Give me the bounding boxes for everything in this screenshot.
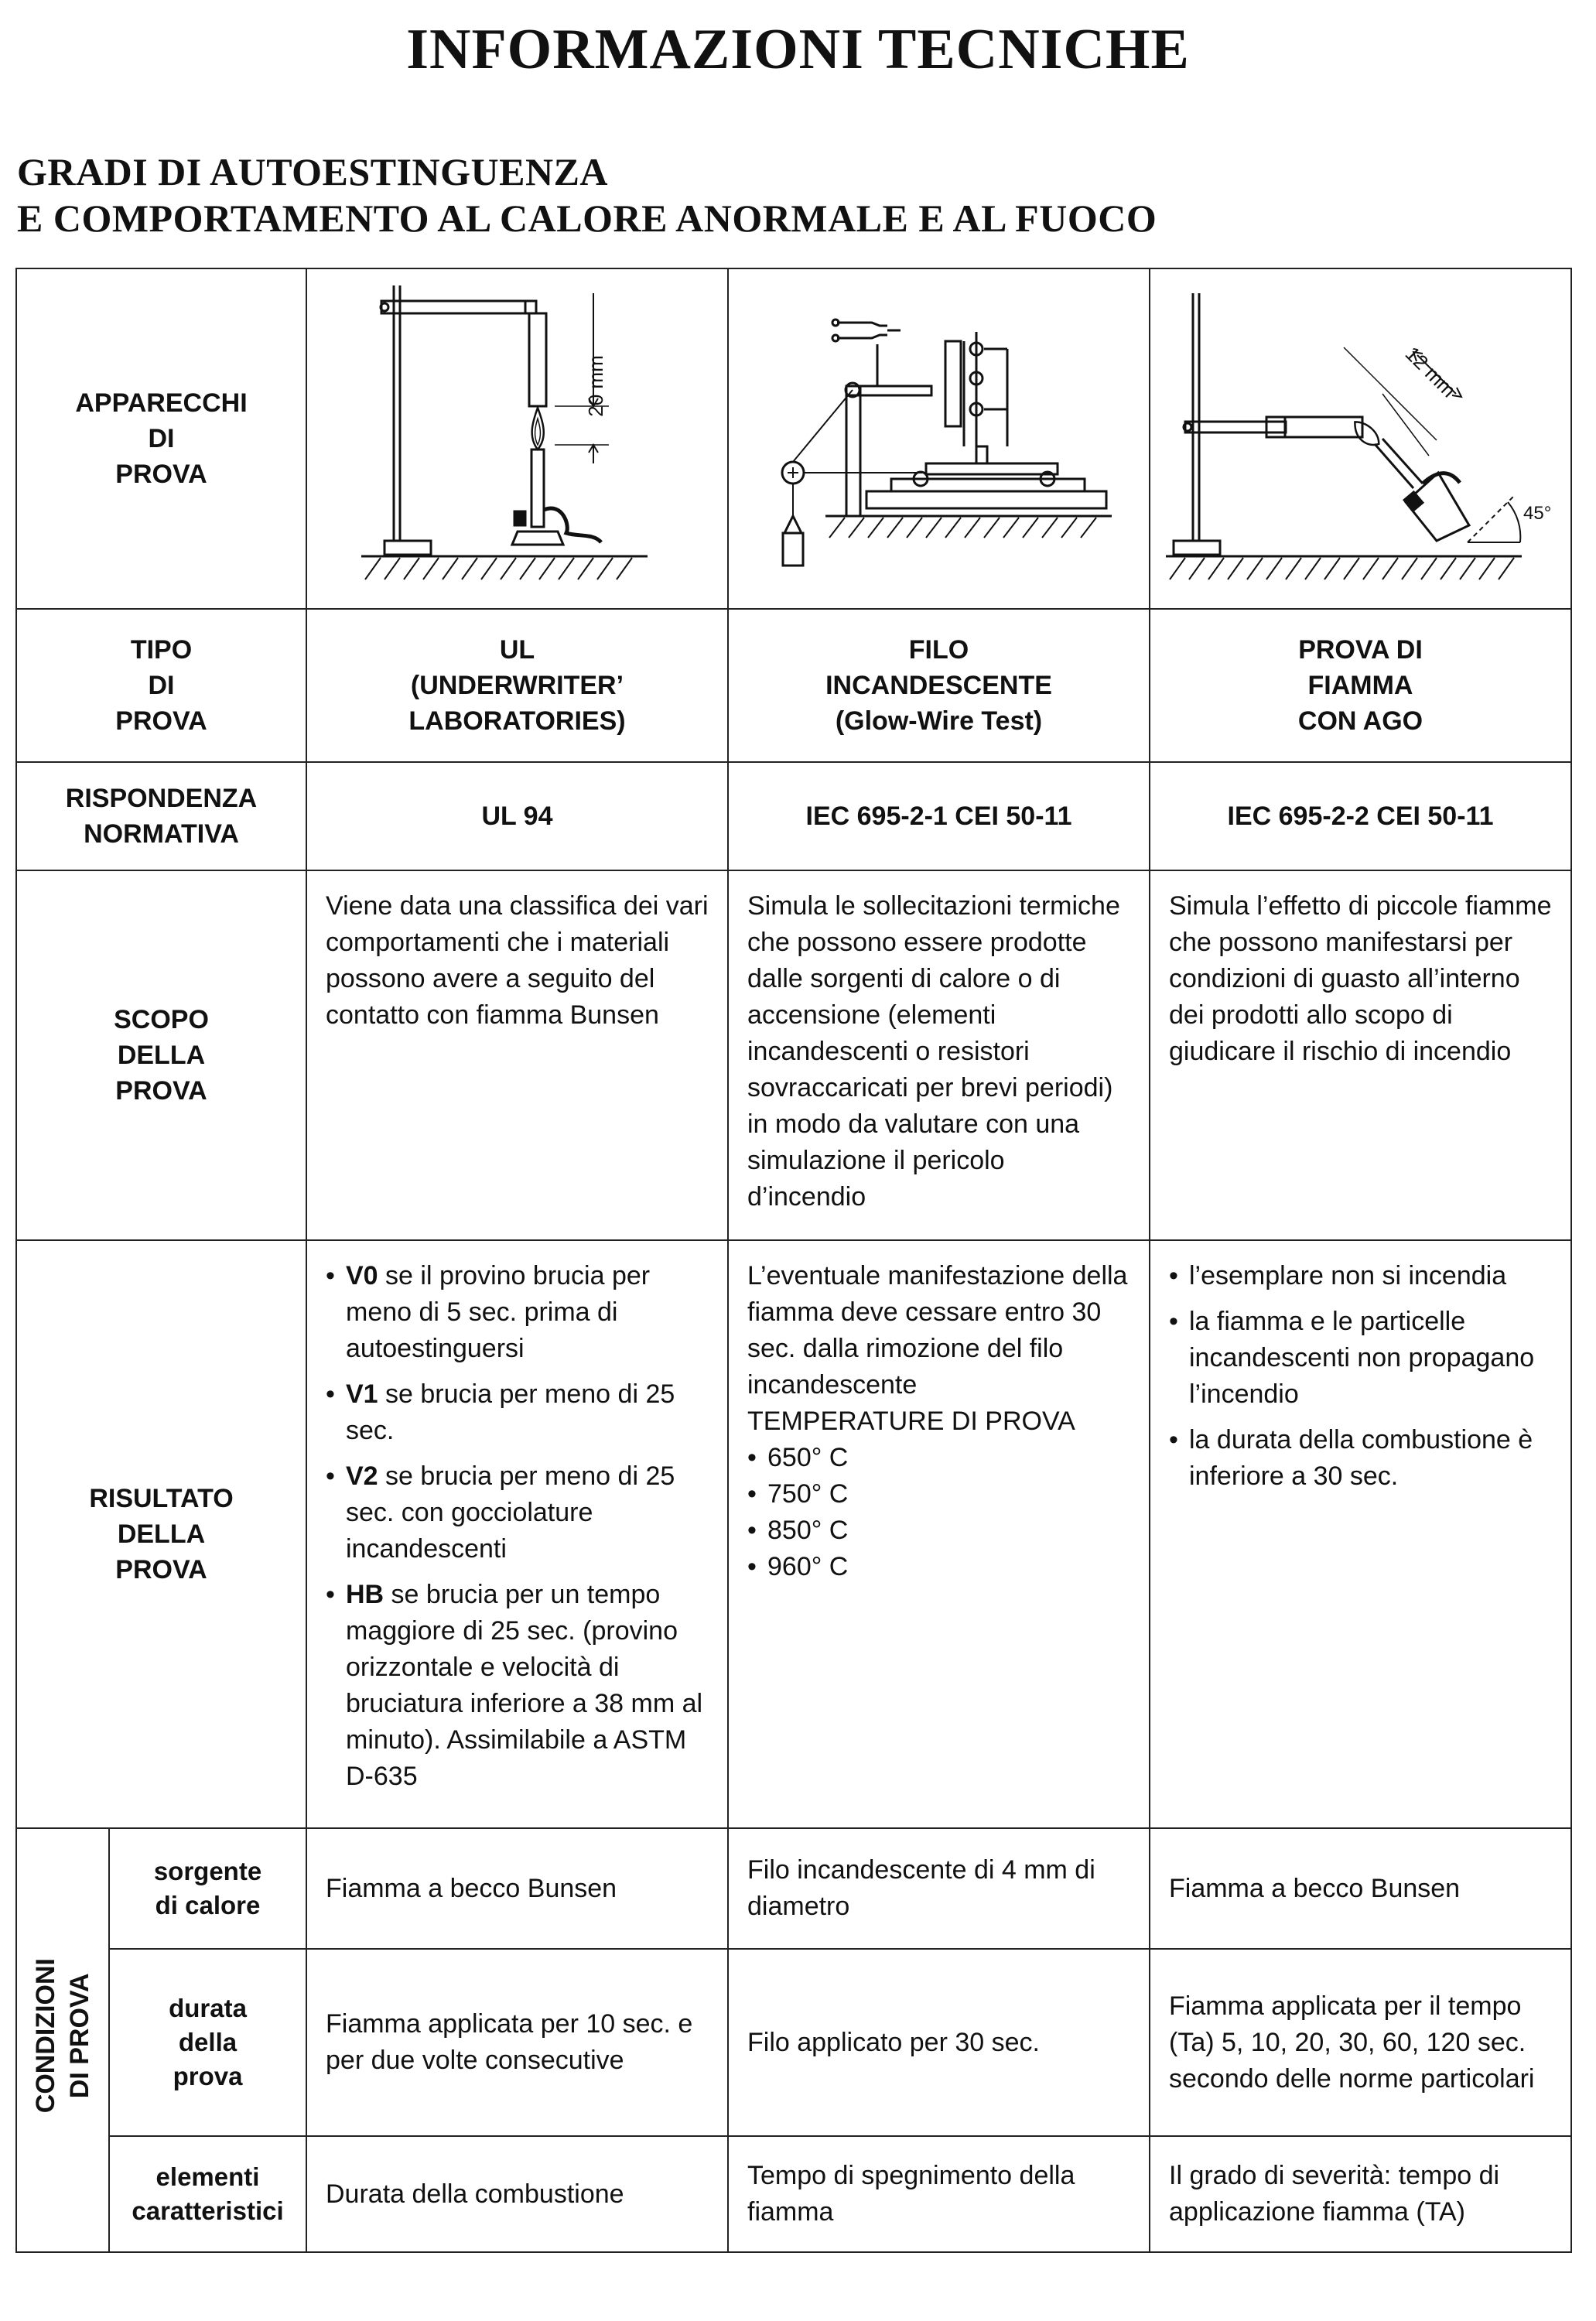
list-item: • V1 se brucia per meno di 25 sec. (326, 1376, 709, 1449)
row-elementi (16, 2136, 1571, 2252)
needle-angle-label: 45° (1523, 503, 1552, 524)
list-item: • la fiamma e le particelle incandescenti non propagano l’incendio (1169, 1304, 1552, 1413)
row-apparecchi (16, 268, 1571, 609)
norma-filo: IEC 695-2-1 CEI 50-11 (728, 762, 1150, 870)
needle-flame-apparatus-diagram (1150, 270, 1572, 607)
header-scopo: SCOPO DELLA PROVA (16, 870, 306, 1240)
list-item: • HB se brucia per un tempo maggiore di 25 sec. (provino orizzontale e velocità di bruciatura inferiore a 38 mm al minuto). Assimilabile a ASTM D-635 (326, 1577, 709, 1795)
tipo-ul: UL (UNDERWRITER’ LABORATORIES) (306, 609, 728, 762)
header-rispondenza: RISPONDENZA NORMATIVA (16, 762, 306, 870)
elementi-filo: Tempo di spegnimento della fiamma (728, 2136, 1150, 2252)
elementi-ago: Il grado di severità: tempo di applicazione fiamma (TA) (1150, 2136, 1571, 2252)
subtitle-line-1: GRADI DI AUTOESTINGUENZA (17, 150, 609, 193)
scopo-ago: Simula l’effetto di piccole fiamme che possono manifestarsi per condizioni di guasto all’interno dei prodotti allo scopo di giudicare il rischio di incendio (1150, 870, 1571, 1240)
ul-apparatus-cell (306, 268, 728, 609)
list-item: • l’esemplare non si incendia (1169, 1258, 1552, 1294)
subheader-sorgente: sorgente di calore (109, 1828, 306, 1949)
glow-wire-apparatus-diagram (729, 270, 1150, 607)
header-apparecchi: APPARECCHI DI PROVA (16, 268, 306, 609)
subtitle-line-2: E COMPORTAMENTO AL CALORE ANORMALE E AL FUOCO (17, 197, 1157, 240)
list-item: • V0 se il provino brucia per meno di 5 sec. prima di autoestinguersi (326, 1258, 709, 1367)
filo-temp-title: TEMPERATURE DI PROVA (747, 1407, 1075, 1436)
list-item: • 850° C (747, 1513, 1130, 1549)
list-item: • 650° C (747, 1440, 1130, 1476)
header-condizioni: CONDIZIONI DI PROVA (16, 1828, 109, 2252)
durata-ul: Fiamma applicata per 10 sec. e per due volte consecutive (306, 1949, 728, 2136)
subheader-elementi: elementi caratteristici (109, 2136, 306, 2252)
list-item: • 960° C (747, 1549, 1130, 1585)
header-risultato: RISULTATO DELLA PROVA (16, 1240, 306, 1828)
ul-apparatus-diagram (307, 270, 729, 607)
row-tipo (16, 609, 1571, 762)
row-risultato (16, 1240, 1571, 1828)
header-tipo: TIPO DI PROVA (16, 609, 306, 762)
risultato-ul (306, 1240, 728, 1828)
needle-distance-label: 12 mm (1400, 341, 1461, 402)
ul-distance-label: 20 mm (584, 355, 607, 417)
tipo-ago: PROVA DI FIAMMA CON AGO (1150, 609, 1571, 762)
document-subtitle (17, 149, 1157, 241)
filo-apparatus-cell (728, 268, 1150, 609)
risultato-filo (728, 1240, 1150, 1828)
list-item: • V2 se brucia per meno di 25 sec. con gocciolature incandescenti (326, 1458, 709, 1567)
scopo-ul: Viene data una classifica dei vari comportamenti che i materiali possono avere a seguito del contatto con fiamma Bunsen (306, 870, 728, 1240)
risultato-ago (1150, 1240, 1571, 1828)
list-item: • 750° C (747, 1476, 1130, 1513)
sorgente-ago: Fiamma a becco Bunsen (1150, 1828, 1571, 1949)
row-rispondenza (16, 762, 1571, 870)
row-durata (16, 1949, 1571, 2136)
ago-apparatus-cell (1150, 268, 1571, 609)
tipo-filo: FILO INCANDESCENTE (Glow-Wire Test) (728, 609, 1150, 762)
page-title: INFORMAZIONI TECNICHE (406, 18, 1190, 81)
ul-classification-list (326, 1258, 709, 1795)
durata-filo: Filo applicato per 30 sec. (728, 1949, 1150, 2136)
scopo-filo: Simula le sollecitazioni termiche che possono essere prodotte dalle sorgenti di calore o di accensione (elementi incandescenti o resistori sovraccaricati per brevi periodi) in modo da valutare con una simulazione il pericolo d’incendio (728, 870, 1150, 1240)
row-scopo (16, 870, 1571, 1240)
technical-spec-table (15, 268, 1572, 2253)
row-sorgente (16, 1828, 1571, 1949)
durata-ago: Fiamma applicata per il tempo (Ta) 5, 10, 20, 30, 60, 120 sec. secondo delle norme particolari (1150, 1949, 1571, 2136)
ago-result-list (1169, 1258, 1552, 1495)
elementi-ul: Durata della combustione (306, 2136, 728, 2252)
norma-ul: UL 94 (306, 762, 728, 870)
list-item: • la durata della combustione è inferiore a 30 sec. (1169, 1422, 1552, 1495)
norma-ago: IEC 695-2-2 CEI 50-11 (1150, 762, 1571, 870)
filo-temperature-list (747, 1440, 1130, 1585)
subheader-durata: durata della prova (109, 1949, 306, 2136)
sorgente-ul: Fiamma a becco Bunsen (306, 1828, 728, 1949)
filo-result-intro: L’eventuale manifestazione della fiamma deve cessare entro 30 sec. dalla rimozione del filo incandescente (747, 1261, 1128, 1400)
sorgente-filo: Filo incandescente di 4 mm di diametro (728, 1828, 1150, 1949)
